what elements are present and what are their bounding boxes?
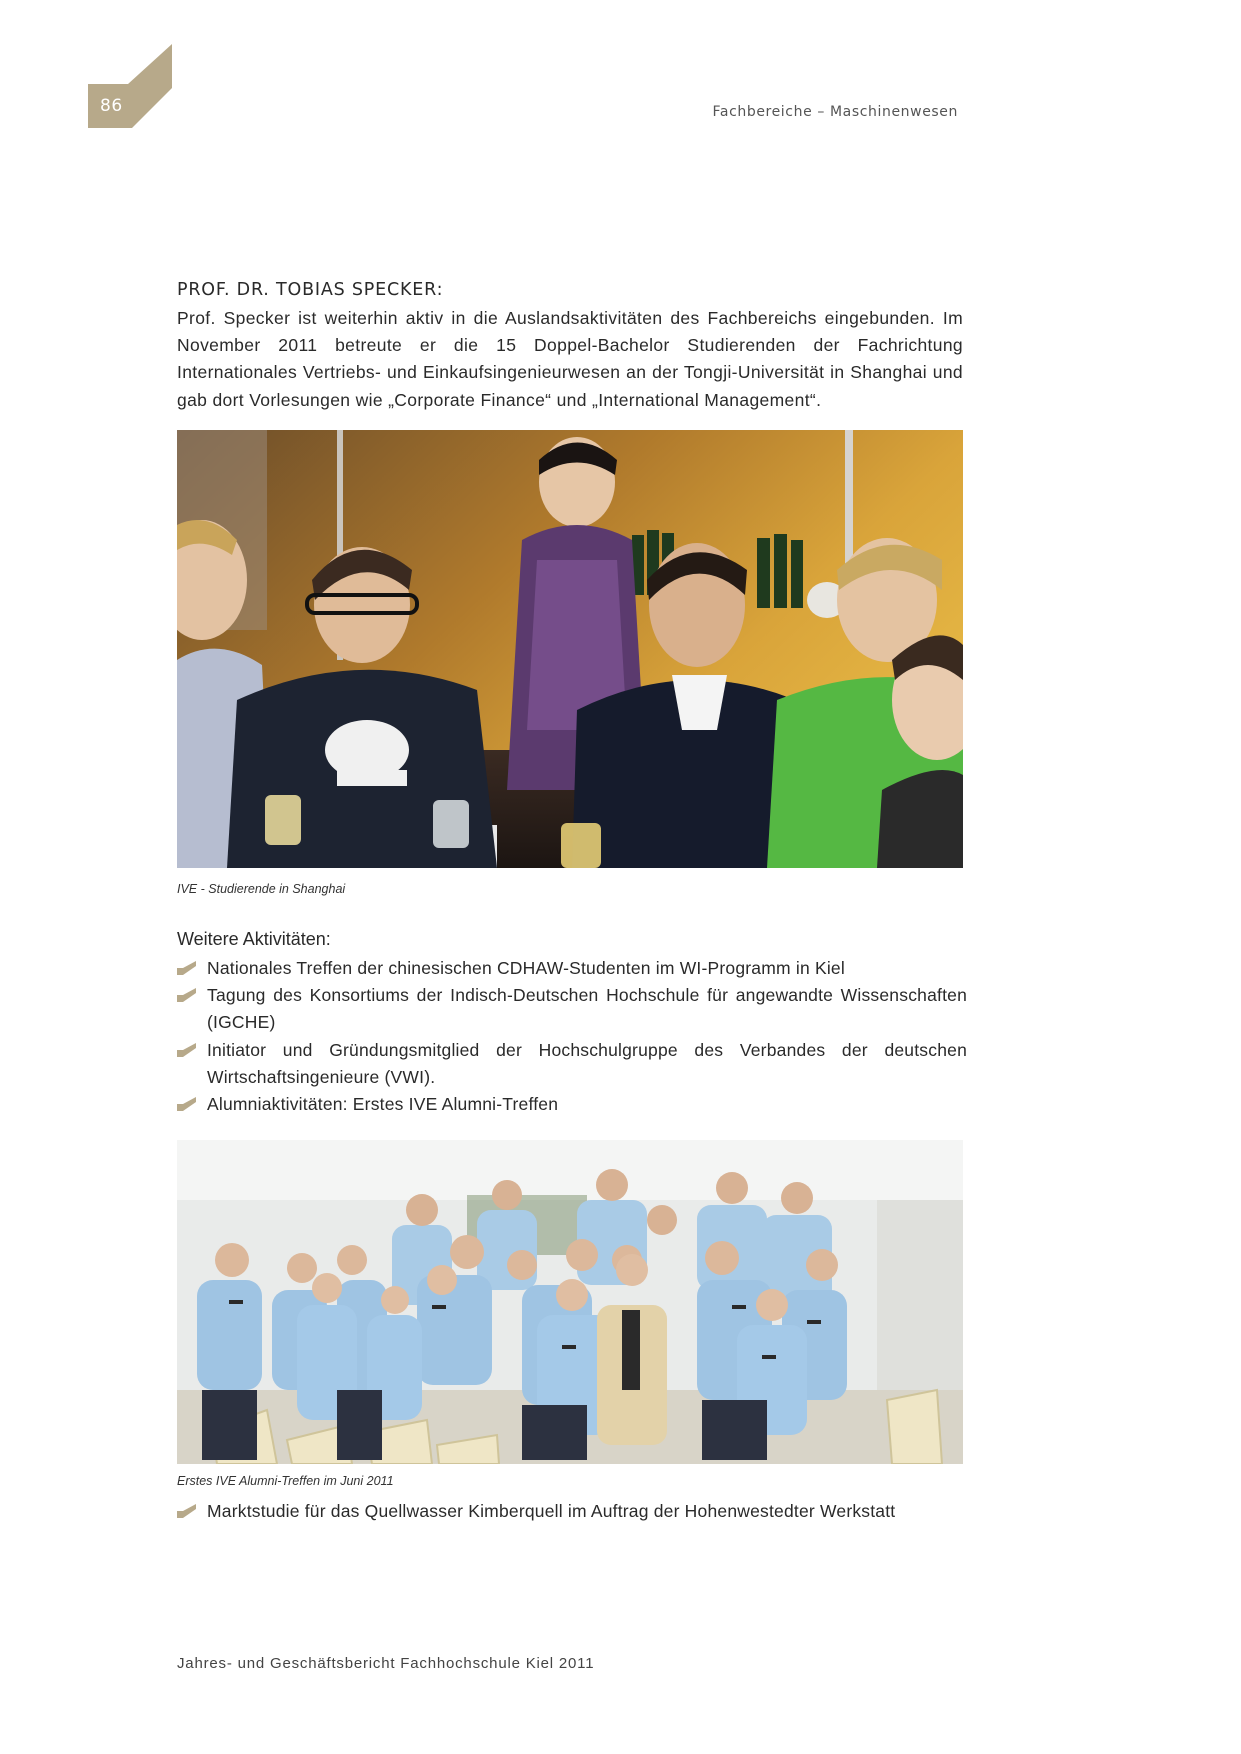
list-item: [177, 955, 967, 982]
checkmark-icon: [177, 1043, 196, 1057]
shanghai-photo: [177, 430, 963, 868]
list-item-text: Alumniaktivitäten: Erstes IVE Alumni-Treffen: [207, 1094, 559, 1115]
shanghai-photo-caption: IVE - Studierende in Shanghai: [177, 882, 346, 896]
list-item-text: Initiator und Gründungsmitglied der Hochschulgruppe des Verbandes der deutschen Wirtschaftsingenieure (VWI).: [207, 1039, 967, 1087]
checkmark-icon: [177, 1097, 196, 1111]
alumni-photo-caption: Erstes IVE Alumni-Treffen im Juni 2011: [177, 1474, 394, 1488]
list-item: [177, 1037, 967, 1091]
list-item: [177, 982, 967, 1036]
activities-list: [177, 955, 967, 1118]
section-heading: PROF. DR. TOBIAS SPECKER:: [177, 280, 444, 300]
page-number: 86: [100, 96, 123, 116]
footer: Jahres- und Geschäftsbericht Fachhochschule Kiel 2011: [177, 1655, 595, 1672]
alumni-photo: [177, 1140, 963, 1464]
list-item: [177, 1498, 967, 1525]
list-item-text: Tagung des Konsortiums der Indisch-Deutschen Hochschule für angewandte Wissenschaften (IGCHE): [207, 985, 967, 1033]
list-item-text: Marktstudie für das Quellwasser Kimberquell im Auftrag der Hohenwestedter Werkstatt: [207, 1501, 896, 1521]
intro-paragraph: Prof. Specker ist weiterhin aktiv in die Auslandsaktivitäten des Fachbereichs eingebunden. Im November 2011 betreute er die 15 Doppel-Bachelor Studierenden der Fachrichtung Internationales Vertriebs- und Einkaufsingenieurwesen an der Tongji-Universität in Shanghai und gab dort Vorlesungen wie „Corporate Finance“ und „International Management“.: [177, 308, 963, 410]
list-item: [177, 1091, 967, 1118]
activities-heading: Weitere Aktivitäten:: [177, 929, 331, 949]
checkmark-icon: [177, 1504, 196, 1518]
checkmark-icon: [177, 988, 196, 1002]
final-activity-list: [177, 1498, 967, 1525]
running-header: Fachbereiche – Maschinenwesen: [712, 104, 958, 120]
checkmark-icon: [177, 961, 196, 975]
list-item-text: Nationales Treffen der chinesischen CDHAW-Studenten im WI-Programm in Kiel: [207, 958, 845, 978]
